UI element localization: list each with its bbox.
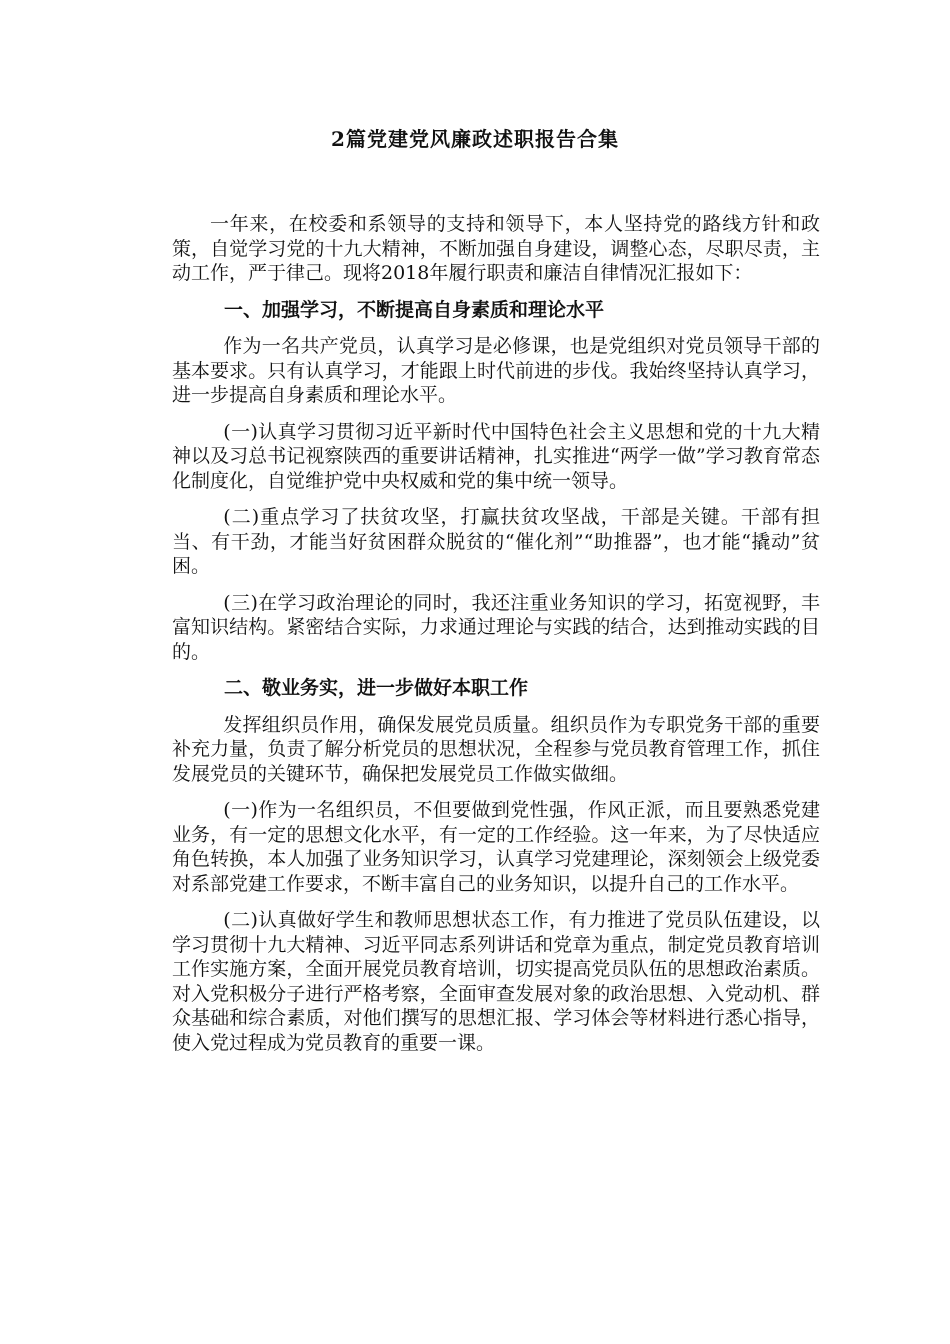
- body-paragraph: (一)作为一名组织员，不但要做到党性强，作风正派，而且要熟悉党建业务，有一定的思想文化水平，有一定的工作经验。这一年来，为了尽快适应角色转换，本人加强了业务知识学习，认真学习党建理论，深刻领会上级党委对系部党建工作要求，不断丰富自己的业务知识，以提升自己的工作水平。: [172, 799, 820, 895]
- document-body: [172, 212, 820, 1067]
- body-paragraph: 作为一名共产党员，认真学习是必修课，也是党组织对党员领导干部的基本要求。只有认真学习，才能跟上时代前进的步伐。我始终坚持认真学习，进一步提高自身素质和理论水平。: [172, 335, 820, 406]
- body-paragraph: 一年来，在校委和系领导的支持和领导下，本人坚持党的路线方针和政策，自觉学习党的十九大精神，不断加强自身建设，调整心态，尽职尽责，主动工作，严于律己。现将2018年履行职责和廉洁自律情况汇报如下：: [172, 213, 820, 284]
- section-heading: 二、敬业务实，进一步做好本职工作: [224, 677, 529, 699]
- body-paragraph: 发挥组织员作用，确保发展党员质量。组织员作为专职党务干部的重要补充力量，负责了解分析党员的思想状况，全程参与党员教育管理工作，抓住发展党员的关键环节，确保把发展党员工作做实做细。: [172, 713, 820, 785]
- body-paragraph: (一)认真学习贯彻习近平新时代中国特色社会主义思想和党的十九大精神以及习总书记视察陕西的重要讲话精神，扎实推进“两学一做”学习教育常态化制度化，自觉维护党中央权威和党的集中统一领导。: [172, 420, 820, 492]
- body-paragraph: (三)在学习政治理论的同时，我还注重业务知识的学习，拓宽视野，丰富知识结构。紧密结合实际，力求通过理论与实践的结合，达到推动实践的目的。: [172, 591, 820, 663]
- body-paragraph: (二)重点学习了扶贫攻坚，打赢扶贫攻坚战，干部是关键。干部有担当、有干劲，才能当好贫困群众脱贫的“催化剂”“助推器”，也才能“撬动”贫困。: [172, 506, 820, 577]
- body-paragraph: (二)认真做好学生和教师思想状态工作，有力推进了党员队伍建设，以学习贯彻十九大精神、习近平同志系列讲话和党章为重点，制定党员教育培训工作实施方案，全面开展党员教育培训，切实提高党员队伍的思想政治素质。对入党积极分子进行严格考察，全面审查发展对象的政治思想、入党动机、群众基础和综合素质，对他们撰写的思想汇报、学习体会等材料进行悉心指导，使入党过程成为党员教育的重要一课。: [172, 909, 820, 1054]
- section-heading: 一、加强学习，不断提高自身素质和理论水平: [224, 298, 605, 321]
- document-title: 2篇党建党风廉政述职报告合集: [331, 127, 619, 151]
